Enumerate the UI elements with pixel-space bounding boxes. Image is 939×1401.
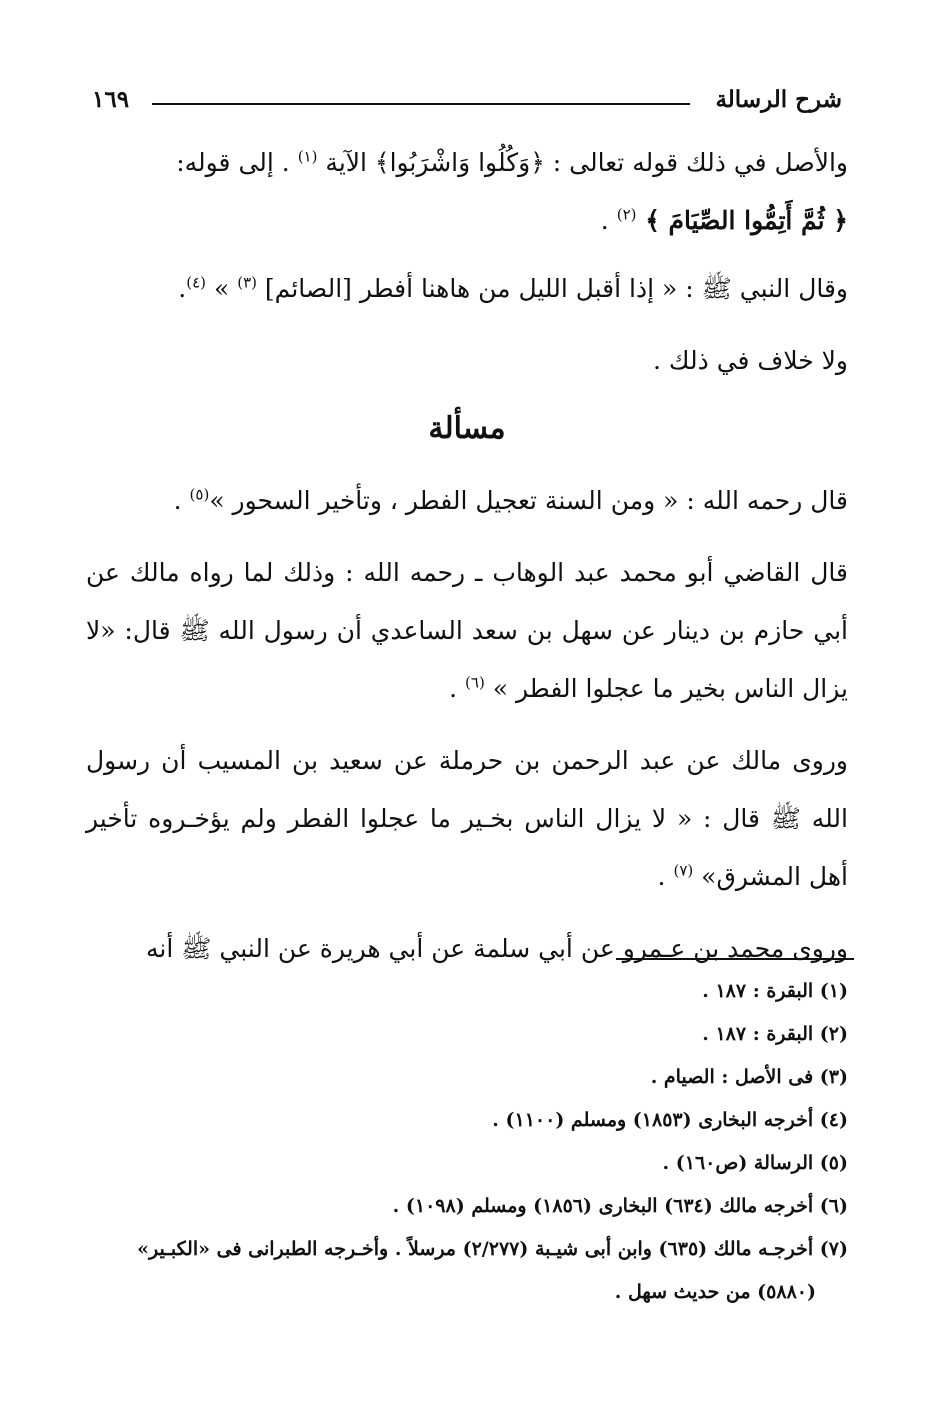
p5-text: قال القاضي أبو محمد عبد الوهاب ـ رحمه الله : وذلك لما رواه مالك عن أبي حازم بن دينار عن سهل بن سعد الساعدي أن رسول الله ﷺ قال: «لا يزال الناس بخير ما عجلوا الفطر » xyxy=(86,558,848,703)
p6-text: وروى مالك عن عبد الرحمن بن حرملة عن سعيد بن المسيب أن رسول الله ﷺ قال : « لا يزال الناس بخـير ما عجلوا الفطر ولم يؤخـروه تأخير أهل المشرق» xyxy=(86,746,848,891)
footnote-3: (٣) فى الأصل : الصيام . xyxy=(650,1066,848,1088)
p2-mid: » xyxy=(206,274,238,303)
paragraph-5 xyxy=(86,544,848,718)
running-title: شرح الرسالة xyxy=(715,86,842,113)
paragraph-6 xyxy=(86,732,848,906)
footnote-7-continuation: (٥٨٨٠) من حديث سهل . xyxy=(614,1281,816,1303)
paragraph-1 xyxy=(86,134,848,250)
footnote-1: (١) البقرة : ١٨٧ . xyxy=(702,980,848,1002)
footnote-6: (٦) أخرجه مالك (٦٣٤) البخارى (١٨٥٦) ومسلم (١٠٩٨) . xyxy=(392,1195,848,1217)
footnote-ref-4[interactable]: (٤) xyxy=(186,273,206,292)
p1-line1-end: . إلى قوله: xyxy=(176,148,298,177)
footnote-2: (٢) البقرة : ١٨٧ . xyxy=(702,1023,848,1045)
p1-line1: والأصل في ذلك قوله تعالى : ﴿وَكُلُوا وَاشْرَبُوا﴾ الآية xyxy=(317,148,848,177)
p4-end: . xyxy=(173,486,190,515)
footnote-ref-1[interactable]: (١) xyxy=(297,147,318,166)
footnote-ref-7[interactable]: (٧) xyxy=(673,861,694,880)
footnotes xyxy=(86,970,848,1314)
paragraph-7: وروى محمد بن عـمرو عن أبي سلمة عن أبي هريرة عن النبي ﷺ أنه xyxy=(146,934,848,963)
footnote-5: (٥) الرسالة (ص١٦٠) . xyxy=(662,1152,848,1174)
footnote-separator xyxy=(616,958,854,960)
section-heading: مسألة xyxy=(428,411,506,446)
footnote-ref-6[interactable]: (٦) xyxy=(465,673,485,692)
p2-text: وقال النبي ﷺ : « إذا أقبل الليل من هاهنا أفطر [الصائم] xyxy=(256,274,848,303)
footnote-ref-5[interactable]: (٥) xyxy=(189,485,210,504)
footnote-ref-3[interactable]: (٣) xyxy=(237,273,257,292)
running-header xyxy=(92,84,842,124)
page-number: ١٦٩ xyxy=(92,86,130,113)
paragraph-2 xyxy=(86,260,848,318)
footnote-7: (٧) أخرجـه مالك (٦٣٥) وابن أبى شيـبة (٢/٢٧٧) مرسلاً . وأخـرجه الطبرانى فى «الكبـير» xyxy=(137,1238,848,1260)
paragraph-4 xyxy=(86,472,848,530)
p1-line2-end: . xyxy=(600,206,617,235)
paragraph-3: ولا خلاف في ذلك . xyxy=(653,346,848,375)
p5-end: . xyxy=(449,674,466,703)
p6-end: . xyxy=(657,862,674,891)
footnote-4: (٤) أخرجه البخارى (١٨٥٣) ومسلم (١١٠٠) . xyxy=(492,1109,848,1131)
p1-line2: ﴿ ثُمَّ أَتِمُّوا الصِّيَامَ ﴾ xyxy=(636,206,848,235)
p4-text: قال رحمه الله : « ومن السنة تعجيل الفطر ، وتأخير السحور » xyxy=(209,486,848,515)
p2-end: . xyxy=(178,274,187,303)
main-text xyxy=(86,134,848,988)
footnote-ref-2[interactable]: (٢) xyxy=(616,205,637,224)
header-rule xyxy=(152,103,690,105)
